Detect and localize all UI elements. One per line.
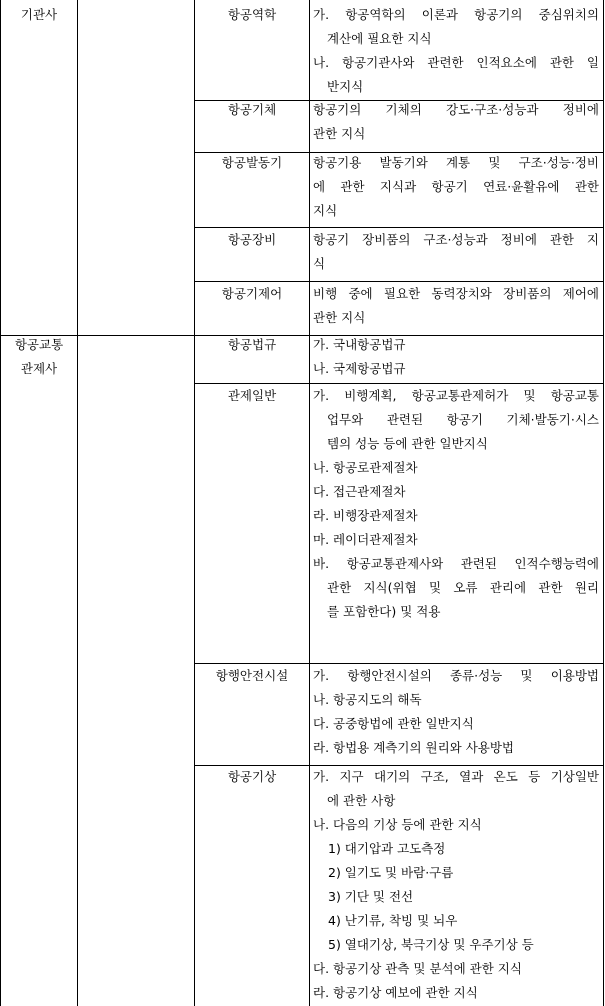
content-line: 식 — [313, 256, 326, 271]
content-line: 나. 항공기관사와 관련한 인적요소에 관한 일 — [313, 55, 599, 70]
subject-name: 항공법규 — [227, 337, 277, 352]
content-line: 나. 다음의 기상 등에 관한 지식 — [313, 817, 482, 832]
content-line: 항공기의 기체의 강도·구조·성능과 정비에 — [313, 102, 599, 117]
content-line: 다. 접근관제절차 — [313, 484, 406, 499]
content-line: 나. 항공지도의 해독 — [313, 692, 422, 707]
content-line: 관한 지식 — [313, 310, 366, 325]
subject-content — [310, 228, 603, 276]
content-line: 가. 항행안전시설의 종류·성능 및 이용방법 — [313, 668, 599, 683]
subject-name: 관제일반 — [227, 388, 277, 403]
subject-content — [310, 151, 603, 223]
subject-content — [310, 765, 603, 1005]
content-line: 5) 열대기상, 북극기상 및 우주기상 등 — [328, 937, 534, 952]
content-line: 템의 성능 등에 관한 일반지식 — [327, 436, 488, 451]
content-line: 비행 중에 필요한 동력장치와 장비품의 제어에 — [313, 286, 599, 301]
subject-name: 항공기상 — [227, 769, 277, 784]
content-line: 바. 항공교통관제사와 관련된 인적수행능력에 — [313, 556, 599, 571]
content-line: 계산에 필요한 지식 — [327, 31, 432, 46]
subject-name: 항공기체 — [227, 102, 277, 117]
qualification-name: 항공교통 관제사 — [14, 337, 64, 376]
subject-content — [310, 384, 603, 624]
subject-content — [310, 282, 603, 330]
subject-name: 항행안전시설 — [215, 668, 289, 683]
content-line: 다. 공중항법에 관한 일반지식 — [313, 716, 474, 731]
content-line: 를 포함한다) 및 적용 — [327, 604, 441, 619]
subject-name: 항공역학 — [227, 7, 277, 22]
content-line: 관한 지식(위협 및 오류 관리에 관한 원리 — [327, 580, 599, 595]
table-border-left — [0, 0, 1, 1006]
subject-content — [310, 3, 603, 99]
content-line: 지식 — [313, 203, 338, 218]
content-line: 2) 일기도 및 바람·구름 — [328, 865, 454, 880]
content-line: 4) 난기류, 착빙 및 뇌우 — [328, 913, 458, 928]
content-line: 나. 국제항공법규 — [313, 361, 406, 376]
content-line: 다. 항공기상 관측 및 분석에 관한 지식 — [313, 961, 522, 976]
content-line: 가. 비행계획, 항공교통관제허가 및 항공교통 — [313, 388, 599, 403]
subject-name: 항공발동기 — [221, 155, 283, 170]
content-line: 가. 항공역학의 이론과 항공기의 중심위치의 — [313, 7, 599, 22]
content-line: 라. 항법용 계측기의 원리와 사용방법 — [313, 740, 514, 755]
content-line: 에 관한 지식과 항공기 연료·윤활유에 관한 — [313, 179, 599, 194]
content-line: 나. 항공로관제절차 — [313, 460, 418, 475]
subject-content — [310, 333, 603, 381]
content-line: 가. 지구 대기의 구조, 열과 온도 등 기상일반 — [313, 769, 599, 784]
content-line: 3) 기단 및 전선 — [328, 889, 414, 904]
qualification-name: 기관사 — [20, 7, 58, 22]
content-line: 업무와 관련된 항공기 기체·발동기·시스 — [327, 412, 599, 427]
content-line: 마. 레이더관제절차 — [313, 532, 418, 547]
table-border-right — [603, 0, 604, 1006]
content-line: 관한 지식 — [313, 126, 366, 141]
content-line: 라. 항공기상 예보에 관한 지식 — [313, 985, 478, 1000]
content-line: 반지식 — [327, 79, 364, 94]
content-line: 가. 국내항공법규 — [313, 337, 406, 352]
subject-content — [310, 98, 603, 146]
content-line: 에 관한 사항 — [327, 793, 396, 808]
content-line: 라. 비행장관제절차 — [313, 508, 418, 523]
subject-name: 항공장비 — [227, 232, 277, 247]
subject-content — [310, 664, 603, 760]
content-line: 1) 대기압과 고도측정 — [328, 841, 446, 856]
column-divider — [77, 0, 78, 1006]
subject-name: 항공기제어 — [221, 286, 283, 301]
content-line: 항공기용 발동기와 계통 및 구조·성능·정비 — [313, 155, 599, 170]
content-line: 항공기 장비품의 구조·성능과 정비에 관한 지 — [313, 232, 599, 247]
